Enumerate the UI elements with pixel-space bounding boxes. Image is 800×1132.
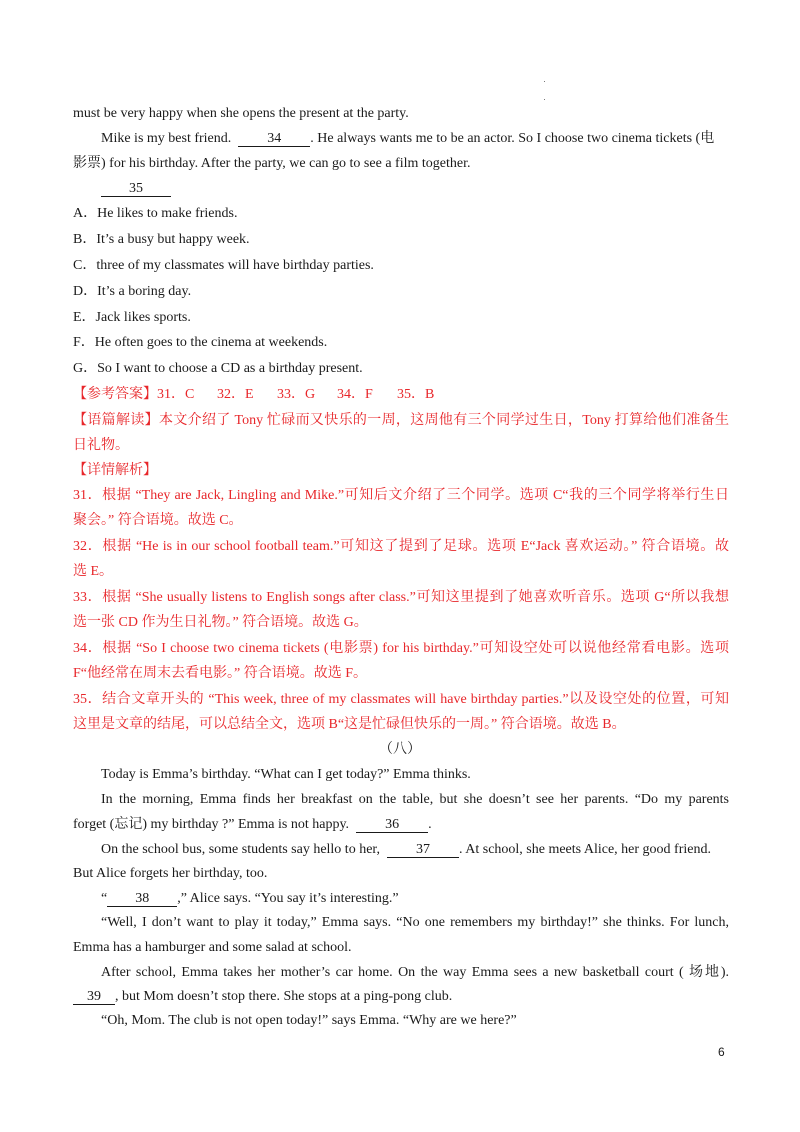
passage-line: Today is Emma’s birthday. “What can I get today?” Emma thinks. bbox=[101, 767, 471, 782]
passage-line: In the morning, Emma finds her breakfast on the table, but she doesn’t see her parents. “Do my parents bbox=[101, 792, 729, 807]
blank-34: 34 bbox=[238, 131, 310, 147]
explanation-31: 31．根据 “They are Jack, Lingling and Mike.”可知后文介绍了三个同学。选项 C“我的三个同学将举行生日 bbox=[73, 488, 729, 503]
option-f: F．He often goes to the cinema at weekends. bbox=[73, 335, 328, 350]
explanation-34: F“他经常在周末去看电影。” 符合语境。故选 F。 bbox=[73, 666, 367, 681]
detail-label: 【详情解析】 bbox=[73, 463, 157, 478]
passage-line: “ 38 ,” Alice says. “You say it’s interesting.” bbox=[101, 891, 399, 906]
explanation-33: 33．根据 “She usually listens to English songs after class.”可知这里提到了她喜欢听音乐。选项 G“所以我想 bbox=[73, 590, 729, 605]
passage-line: “Well, I don’t want to play it today,” Emma says. “No one remembers my birthday!” she thinks. For lunch, bbox=[101, 915, 729, 930]
passage-line: forget (忘记) my birthday ?” Emma is not happy. 36 . bbox=[73, 817, 432, 832]
option-d: D．It’s a boring day. bbox=[73, 284, 192, 299]
passage-line: After school, Emma takes her mother’s car home. On the way Emma sees a new basketball court ( 场地). bbox=[101, 965, 729, 980]
section-title: （八） bbox=[379, 742, 421, 757]
passage-line: must be very happy when she opens the present at the party. bbox=[73, 106, 409, 121]
option-c: C．three of my classmates will have birthday parties. bbox=[73, 258, 374, 273]
blank-37: 37 bbox=[387, 842, 459, 858]
passage-line: “Oh, Mom. The club is not open today!” says Emma. “Why are we here?” bbox=[101, 1013, 517, 1028]
passage-line: 39 , but Mom doesn’t stop there. She stops at a ping-pong club. bbox=[73, 988, 729, 1006]
option-g: G．So I want to choose a CD as a birthday present. bbox=[73, 361, 363, 376]
scan-dot bbox=[544, 99, 545, 100]
page-number: 6 bbox=[718, 1045, 725, 1059]
explanation-32: 32．根据 “He is in our school football team.”可知这了提到了足球。选项 E“Jack 喜欢运动。” 符合语境。故 bbox=[73, 539, 729, 554]
passage-line: Emma has a hamburger and some salad at school. bbox=[73, 940, 352, 955]
option-b: B．It’s a busy but happy week. bbox=[73, 232, 250, 247]
option-e: E．Jack likes sports. bbox=[73, 310, 191, 325]
blank-39: 39 bbox=[73, 989, 115, 1005]
passage-line: On the school bus, some students say hello to her, 37 . At school, she meets Alice, her good friend. bbox=[101, 842, 711, 857]
blank-38: 38 bbox=[107, 891, 177, 907]
analysis-line: 日礼物。 bbox=[73, 438, 129, 453]
analysis-line: 【语篇解读】本文介绍了 Tony 忙碌而又快乐的一周，这周他有三个同学过生日，Tony 打算给他们准备生 bbox=[73, 413, 729, 428]
passage-line: 影票) for his birthday. After the party, we can go to see a film together. bbox=[73, 156, 471, 171]
blank-35: 35 bbox=[101, 181, 171, 197]
passage-line bbox=[101, 180, 729, 198]
blank-36: 36 bbox=[356, 817, 428, 833]
passage-line: Mike is my best friend. 34 . He always wants me to be an actor. So I choose two cinema tickets (电 bbox=[101, 131, 715, 146]
option-a: A．He likes to make friends. bbox=[73, 206, 238, 221]
explanation-32: 选 E。 bbox=[73, 564, 114, 579]
explanation-35: 这里是文章的结尾，可以总结全文，选项 B“这是忙碌但快乐的一周。” 符合语境。故选 B。 bbox=[73, 717, 626, 732]
explanation-31: 聚会。” 符合语境。故选 C。 bbox=[73, 513, 243, 528]
explanation-35: 35．结合文章开头的 “This week, three of my classmates will have birthday parties.”以及设空处的位置，可知 bbox=[73, 692, 729, 707]
answer-label: 【参考答案】 bbox=[73, 387, 157, 402]
passage-line: But Alice forgets her birthday, too. bbox=[73, 866, 268, 881]
answer-key: 【参考答案】31．C 32．E 33．G 34．F 35．B bbox=[73, 387, 435, 402]
explanation-34: 34．根据 “So I choose two cinema tickets (电影票) for his birthday.”可知设空处可以说他经常看电影。选项 bbox=[73, 641, 729, 656]
scan-dot bbox=[544, 81, 545, 82]
explanation-33: 选一张 CD 作为生日礼物。” 符合语境。故选 G。 bbox=[73, 615, 368, 630]
